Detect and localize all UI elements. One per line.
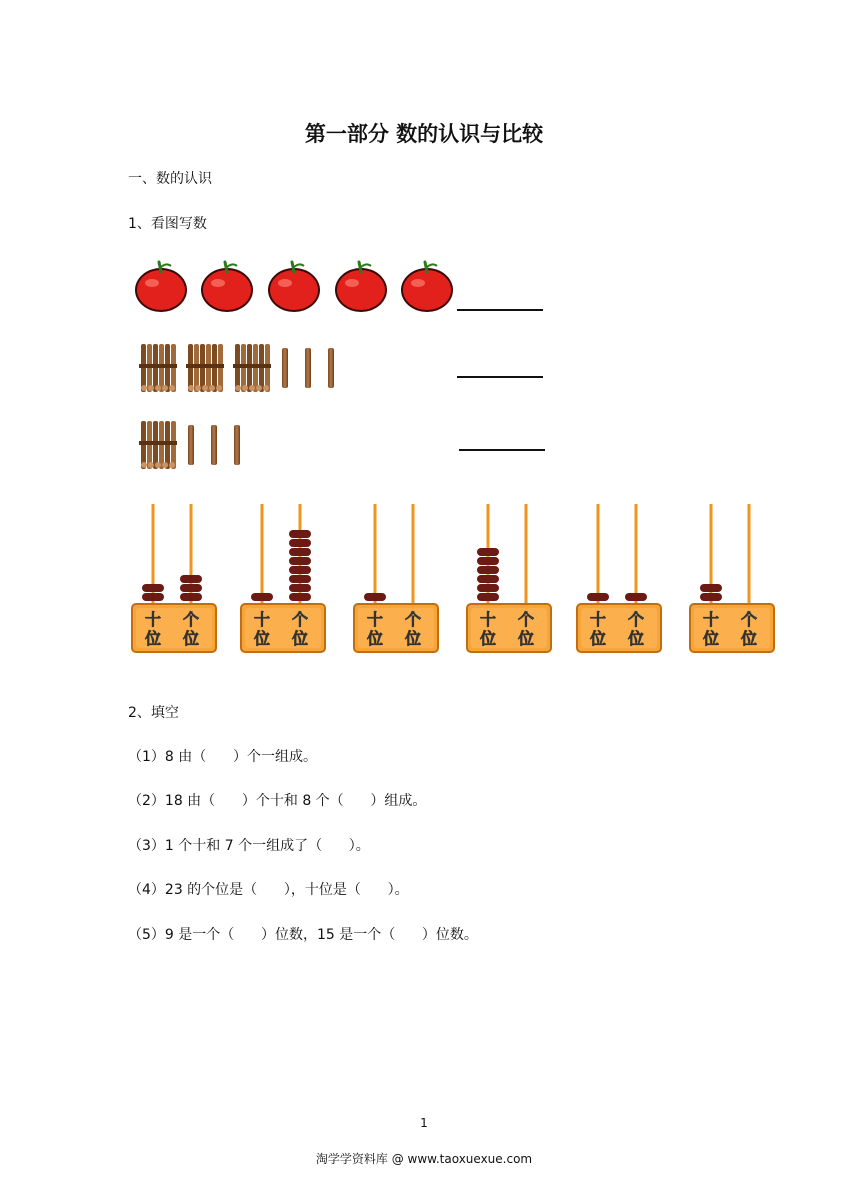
svg-text:个: 个 [627, 610, 645, 629]
svg-text:位: 位 [740, 629, 758, 648]
answer-line-3[interactable] [459, 449, 545, 451]
page-title: 第一部分 数的认识与比较 [304, 122, 544, 146]
abacus-icon [466, 504, 552, 654]
single-stick-icon [234, 425, 240, 465]
abacus-icon [240, 504, 326, 654]
page-number: 1 [420, 1116, 428, 1130]
svg-text:个: 个 [404, 610, 422, 629]
svg-text:十: 十 [589, 610, 607, 629]
section-heading: 一、数的认识 [128, 171, 212, 187]
question-1-heading: 1、看图写数 [128, 216, 207, 232]
svg-text:位: 位 [479, 629, 497, 648]
svg-text:位: 位 [589, 629, 607, 648]
svg-text:位: 位 [702, 629, 720, 648]
fill-item-4: （4）23 的个位是（ ），十位是（ ）。 [128, 882, 409, 898]
svg-text:十: 十 [144, 610, 162, 629]
abacus-icon [576, 504, 662, 654]
stick-bundle-icon [233, 344, 271, 392]
svg-text:位: 位 [253, 629, 271, 648]
stick-bundle-icon [186, 344, 224, 392]
fill-item-3: （3）1 个十和 7 个一组成了（ ）。 [128, 838, 370, 854]
svg-text:位: 位 [517, 629, 535, 648]
apple-icon [199, 258, 255, 314]
single-stick-icon [282, 348, 288, 388]
abacus-icon [131, 504, 217, 654]
apple-icon [133, 258, 189, 314]
abacus-icon [353, 504, 439, 654]
apple-icon [266, 258, 322, 314]
single-stick-icon [328, 348, 334, 388]
footer-watermark: 淘学学资料库 @ www.taoxuexue.com [315, 1152, 533, 1166]
svg-text:位: 位 [144, 629, 162, 648]
single-stick-icon [211, 425, 217, 465]
stick-bundle-icon [139, 344, 177, 392]
svg-text:十: 十 [702, 610, 720, 629]
stick-bundle-icon [139, 421, 177, 469]
svg-text:个: 个 [517, 610, 535, 629]
svg-text:十: 十 [253, 610, 271, 629]
fill-item-1: （1）8 由（ ）个一组成。 [128, 749, 317, 765]
svg-text:十: 十 [366, 610, 384, 629]
svg-text:个: 个 [182, 610, 200, 629]
apple-icon [333, 258, 389, 314]
fill-item-2: （2）18 由（ ）个十和 8 个（ ）组成。 [128, 793, 427, 809]
single-stick-icon [305, 348, 311, 388]
svg-text:位: 位 [627, 629, 645, 648]
single-stick-icon [188, 425, 194, 465]
abacus-icon [689, 504, 775, 654]
svg-text:十: 十 [479, 610, 497, 629]
answer-line-1[interactable] [457, 309, 543, 311]
question-2-heading: 2、填空 [128, 705, 179, 721]
svg-text:个: 个 [291, 610, 309, 629]
svg-text:位: 位 [291, 629, 309, 648]
answer-line-2[interactable] [457, 376, 543, 378]
fill-item-5: （5）9 是一个（ ）位数，15 是一个（ ）位数。 [128, 927, 478, 943]
svg-text:位: 位 [182, 629, 200, 648]
svg-text:位: 位 [366, 629, 384, 648]
svg-text:位: 位 [404, 629, 422, 648]
apple-icon [399, 258, 455, 314]
svg-text:个: 个 [740, 610, 758, 629]
